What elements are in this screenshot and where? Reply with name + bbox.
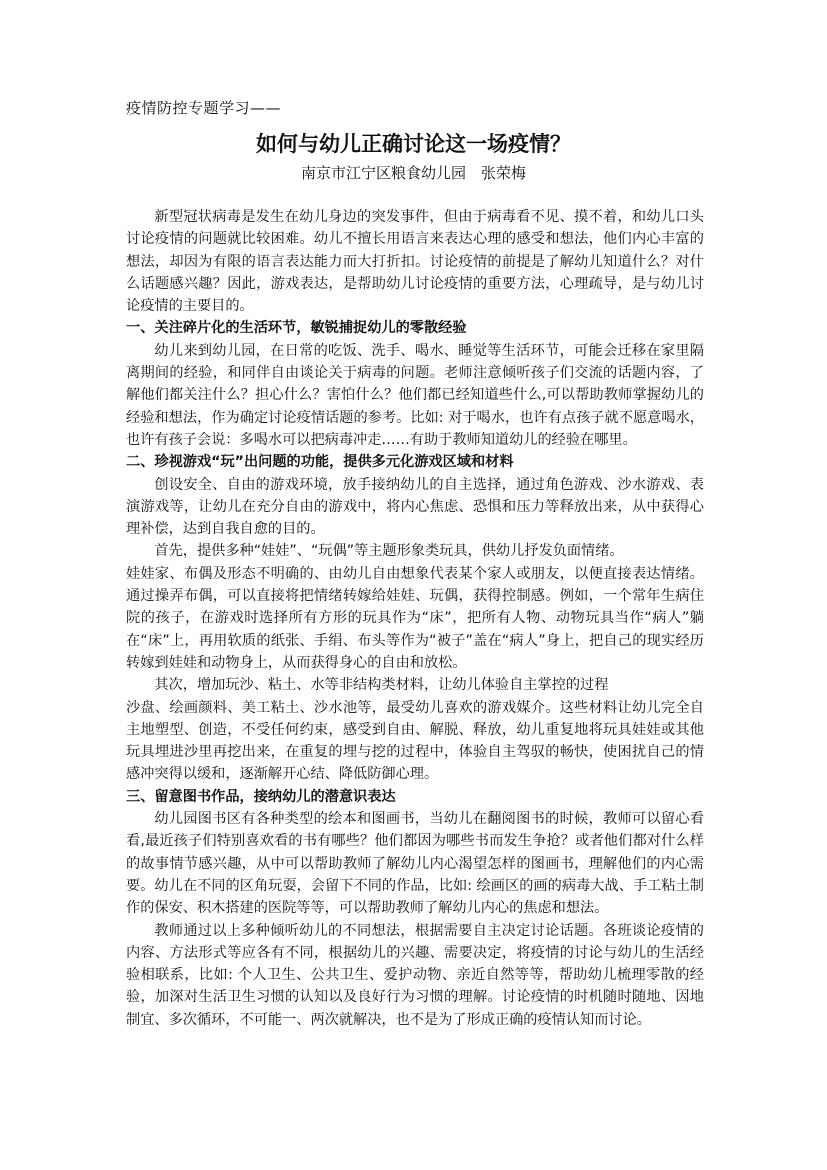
section-1-paragraph: 幼儿来到幼儿园，在日常的吃饭、洗手、喝水、睡觉等生活环节，可能会迁移在家里隔离期间的经验，和同伴自由谈论关于病毒的问题。老师注意倾听孩子们交流的话题内容，了解他们都关注什么？担心什么？害怕什么？他们都已经知道些什么,可以帮助教师掌握幼儿的经验和想法，作为确定讨论疫情话题的参考。比如: 对于喝水，也许有点孩子就不愿意喝水，也许有孩子会说：多喝水可以把病毒冲走……有助于教师知道幼儿的经验在哪里。	[126, 342, 704, 448]
section-2-paragraph-3: 娃娃家、布偶及形态不明确的、由幼儿自由想象代表某个家人或朋友，以便直接表达情绪。通过操弄布偶，可以直接将把情绪转嫁给娃娃、玩偶，获得控制感。例如，一个常年生病住院的孩子，在游戏时选择所有方形的玩具作为“床”，把所有人物、动物玩具当作“病人”躺在“床”上，再用软质的纸张、手绢、布头等作为“被子”盖在“病人”身上，把自己的现实经历转嫁到娃娃和动物身上，从而获得身心的自由和放松。	[126, 565, 704, 671]
section-3-heading: 三、留意图书作品，接纳幼儿的潜意识表达	[126, 788, 396, 805]
author-line: 南京市江宁区粮食幼儿园 张荣梅	[300, 164, 526, 182]
intro-paragraph: 新型冠状病毒是发生在幼儿身边的突发事件，但由于病毒看不见、摸不着，和幼儿口头讨论疫情的问题就比较困难。幼儿不擅长用语言来表达心理的感受和想法，他们内心丰富的想法，却因为有限的语言表达能力而大打折扣。讨论疫情的前提是了解幼儿知道什么？对什么话题感兴趣？因此，游戏表达，是帮助幼儿讨论疫情的重要方法，心理疏导，是与幼儿讨论疫情的主要目的。	[126, 209, 704, 315]
section-3-paragraph-1: 幼儿园图书区有各种类型的绘本和图画书，当幼儿在翻阅图书的时候，教师可以留心看看,最近孩子们特别喜欢看的书有哪些？他们都因为哪些书而发生争抢？或者他们都对什么样的故事情节感兴趣，从中可以帮助教师了解幼儿内心渴望怎样的图画书，理解他们的内心需要。幼儿在不同的区角玩耍，会留下不同的作品，比如: 绘画区的画的病毒大战、手工粘土制作的保安、积木搭建的医院等等，可以帮助教师了解幼儿内心的焦虑和想法。	[126, 811, 704, 917]
document-title: 如何与幼儿正确讨论这一场疫情？	[256, 131, 571, 156]
series-kicker: 疫情防控专题学习——	[126, 99, 282, 117]
section-2-paragraph-1: 创设安全、自由的游戏环境，放手接纳幼儿的自主选择，通过角色游戏、沙水游戏、表演游戏等，让幼儿在充分自由的游戏中，将内心焦虑、恐惧和压力等释放出来，从中获得心理补偿，达到自我自愈的目的。	[126, 476, 704, 538]
section-2-paragraph-5: 沙盘、绘画颜料、美工粘土、沙水池等，最受幼儿喜欢的游戏媒介。这些材料让幼儿完全自主地塑型、创造，不受任何约束，感受到自由、解脱、释放，幼儿重复地将玩具娃娃或其他玩具埋进沙里再挖出来，在重复的埋与挖的过程中，体验自主驾驭的畅快，使困扰自己的情感冲突得以缓和，逐渐解开心结、降低防御心理。	[126, 699, 704, 783]
document-body	[126, 206, 704, 1031]
section-2-heading: 二、珍视游戏“玩”出问题的功能，提供多元化游戏区域和材料	[126, 454, 514, 471]
section-2-paragraph-2: 首先，提供多种“娃娃”、“玩偶”等主题形象类玩具，供幼儿抒发负面情绪。	[154, 543, 624, 560]
section-1-heading: 一、关注碎片化的生活环节，敏锐捕捉幼儿的零散经验	[126, 320, 467, 337]
section-2-paragraph-4: 其次，增加玩沙、粘土、水等非结构类材料，让幼儿体验自主掌控的过程	[154, 677, 609, 694]
section-3-paragraph-2: 教师通过以上多种倾听幼儿的不同想法，根据需要自主决定讨论话题。各班谈论疫情的内容、方法形式等应各有不同，根据幼儿的兴趣、需要决定，将疫情的讨论与幼儿的生活经验相联系，比如: 个人卫生、公共卫生、爱护动物、亲近自然等等，帮助幼儿梳理零散的经验，加深对生活卫生习惯的认知以及良好行为习惯的理解。讨论疫情的时机随时随地、因地制宜、多次循环，不可能一、两次就解决，也不是为了形成正确的疫情认知而讨论。	[126, 922, 704, 1028]
